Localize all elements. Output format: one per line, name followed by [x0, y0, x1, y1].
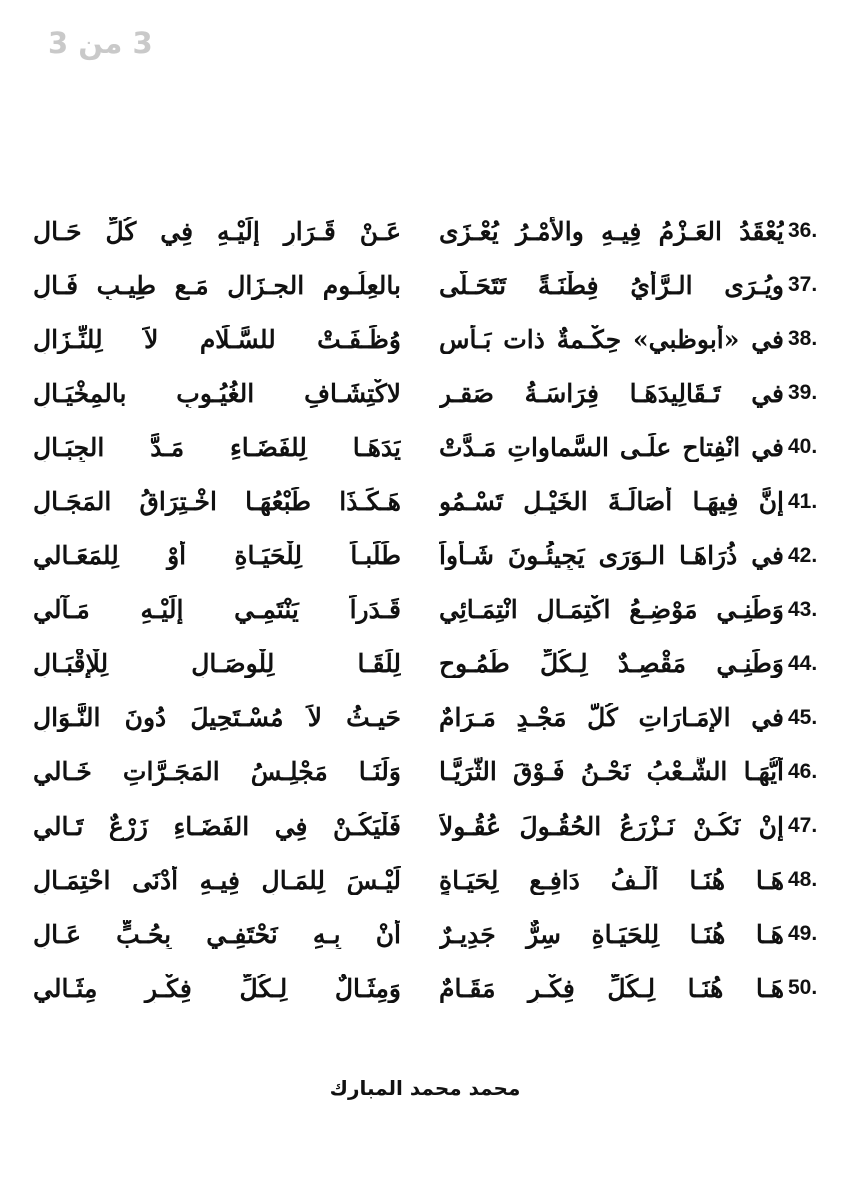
verse-second-hemistich: وُظِّـفَـتْ للسَّـلَامِ لاَ لِلنِّـزَالِ — [33, 324, 401, 354]
verse-first-hemistich: إنَّ فِيهَـا أَصَالَـةَ الخَيْـلِ تَسْـمُو — [439, 487, 784, 517]
verse-second-hemistich: وَمِثَـالٌ لِـكُلِّ فِكْـرٍ مِثَـالي — [33, 973, 401, 1003]
verse-second-hemistich: حَيـثُ لاَ مُسْـتَحِيلَ دُونَ النَّـوَالِ — [33, 703, 401, 733]
verse-row — [30, 907, 830, 961]
verse-first-hemistich: في ذُرَاهَـا الـوَرَى يَجِيئُـونَ شَـأْواً — [439, 541, 784, 571]
verse-number: 43. — [788, 597, 818, 621]
verse-first-hemistich: يُعْقَدُ العَـزْمُ فِيـهِ والأَمْـرُ يُعْـزَى — [439, 216, 784, 246]
verse-number: 48. — [788, 868, 818, 892]
verse-number: 50. — [788, 976, 818, 1000]
verse-second-hemistich: أنْ بِـهِ نَحْتَفِـي بِحُـبٍّ عَـالِ — [33, 919, 401, 949]
verse-first-hemistich: وَطَنِـي مَوْضِـعُ اكْتِمَـالِ انْتِمَـائِي — [439, 595, 784, 625]
verse-second-hemistich: طَلَبـاً لِلْحَيَـاةِ أوْ لِلمَعَـالي — [33, 541, 401, 571]
verse-number: 49. — [788, 922, 818, 946]
verse-row — [30, 204, 830, 258]
verse-row — [30, 961, 830, 1015]
verse-row — [30, 474, 830, 528]
verse-second-hemistich: بالعِلُـومِ الجـزَالِ مَـع طِيـبِ فَـالِ — [33, 270, 401, 300]
verse-first-hemistich: في الإِمَـارَاتِ كُلُّ مَجْـدٍ مَـرَامٌ — [439, 703, 784, 733]
verse-row — [30, 637, 830, 691]
verse-second-hemistich: يَدَهَـا لِلفَضَـاءِ مَـدَّ الجِبَـالِ — [33, 432, 401, 462]
verse-number: 40. — [788, 435, 818, 459]
verse-row — [30, 366, 830, 420]
verse-second-hemistich: هَـكَـذَا طَبْعُهَـا اخْـتِرَاقُ المَجَـالِ — [33, 487, 401, 517]
verse-row — [30, 691, 830, 745]
page-indicator: 3 من 3 — [48, 26, 153, 60]
verse-number: 47. — [788, 814, 818, 838]
verse-second-hemistich: قَـدَراً يَنْتَمِـي إِلَيْـهِ مَـآلي — [33, 595, 401, 625]
verse-second-hemistich: لَيْـسَ لِلمَـالِ فِيـهِ أَدْنَى احْتِمَـالِ — [33, 865, 401, 895]
verse-row — [30, 420, 830, 474]
verse-second-hemistich: لاكْتِشَـافِ الغُيُـوبِ بالمِخْيَـالِ — [33, 378, 401, 408]
verse-number: 39. — [788, 381, 818, 405]
verse-first-hemistich: ويُـرَى الـرَّأْيُ فِطْنَـةً تَتَحَـلَّى — [439, 270, 784, 300]
verse-first-hemistich: وَطَنِـي مَقْصِـدٌ لِـكُلِّ طُمُـوحٍ — [439, 649, 784, 679]
verse-first-hemistich: في «أبوظبي» حِكْـمةٌ ذات بَـأْسٍ — [439, 324, 784, 354]
verse-second-hemistich: لِلِّقَـا لِلْوِصَـالِ لِلْإِقْبَـالِ — [33, 649, 401, 679]
verse-number: 38. — [788, 327, 818, 351]
verse-number: 44. — [788, 651, 818, 675]
verse-first-hemistich: إِنْ نَكُـنْ نَـزْرَعُ الحُقُـولَ عُقُـولاَ — [439, 811, 784, 841]
verse-row — [30, 745, 830, 799]
verse-number: 37. — [788, 273, 818, 297]
verse-row — [30, 529, 830, 583]
poem-body — [30, 204, 830, 1015]
verse-second-hemistich: فَلْيَكُـنْ فِي الفَضَـاءِ زَرْعٌ تَـالي — [33, 811, 401, 841]
verse-row — [30, 799, 830, 853]
verse-first-hemistich: هَـا هُنَـا أَلْـفُ دَافِـعٍ لِحَيَـاةٍ — [439, 865, 784, 895]
verse-number: 45. — [788, 705, 818, 729]
verse-first-hemistich: في تَـقَالِيدَهَـا فِرَاسَـةُ صَقـرٍ — [439, 378, 784, 408]
verse-first-hemistich: هَـا هُنَـا لِلحَيَـاةِ سِرٌّ جَدِيـرٌ — [439, 919, 784, 949]
verse-number: 46. — [788, 759, 818, 783]
verse-number: 42. — [788, 543, 818, 567]
verse-first-hemistich: في انْفِتاحٍ علَـى السَّماواتِ مَـدَّتْ — [439, 432, 784, 462]
verse-number: 36. — [788, 219, 818, 243]
verse-number: 41. — [788, 489, 818, 513]
verse-first-hemistich: أيُّهَـا الشَّـعْبُ نَحْـنُ فَـوْقَ الثُّرَيَّـا — [439, 757, 784, 787]
verse-first-hemistich: هَـا هُنَـا لِـكُلِّ فِكْـرٍ مَقَـامٌ — [439, 973, 784, 1003]
author-signature: محمد محمد المبارك — [329, 1076, 521, 1100]
verse-row — [30, 853, 830, 907]
verse-row — [30, 258, 830, 312]
verse-second-hemistich: وَلَنَـا مَجْلِـسُ المَجَـرَّاتِ خَـالي — [33, 757, 401, 787]
verse-row — [30, 583, 830, 637]
verse-row — [30, 312, 830, 366]
verse-second-hemistich: عَـنْ قَـرَارٍ إِلَيْـهِ فِي كُلِّ حَـال — [33, 216, 401, 246]
